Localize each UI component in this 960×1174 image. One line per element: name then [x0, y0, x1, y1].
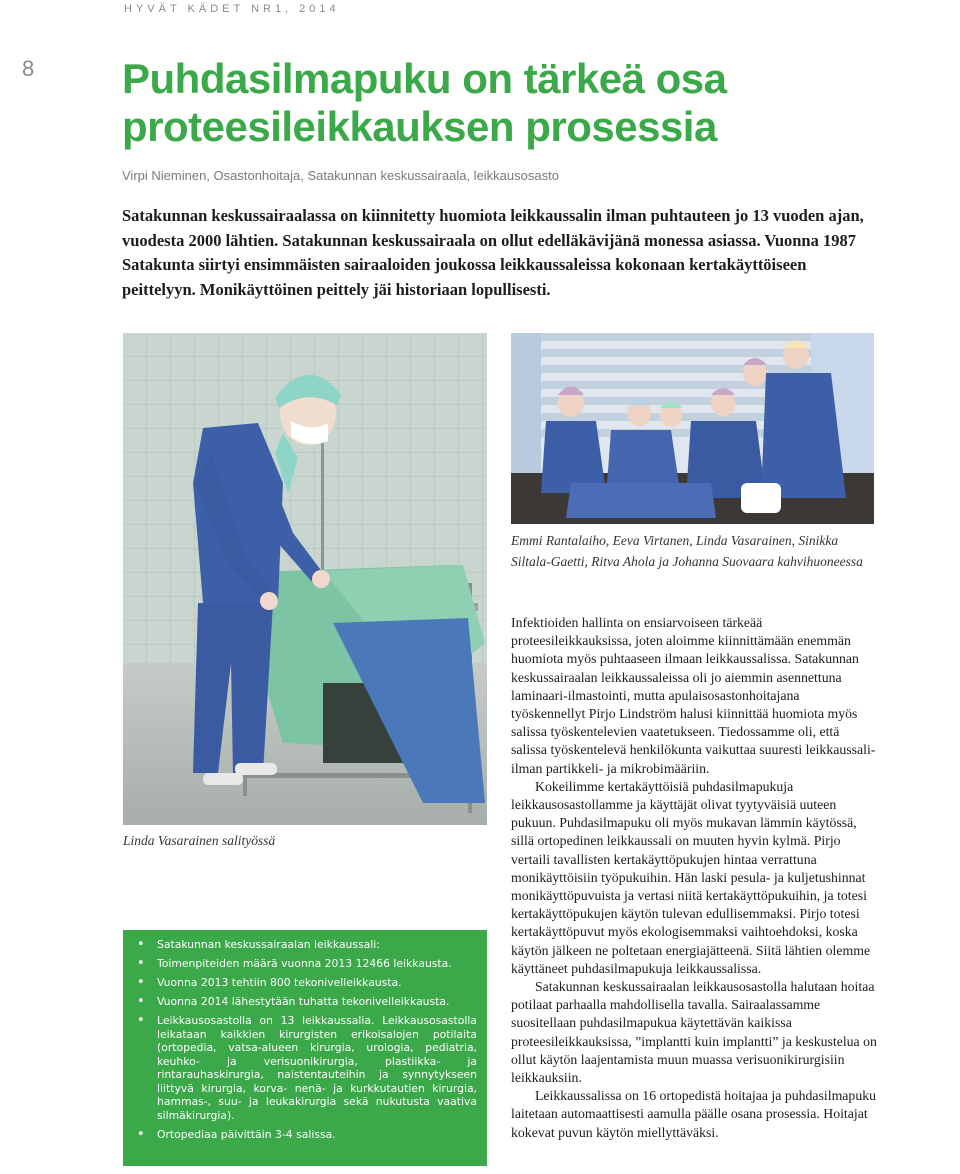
running-head: HYVÄT KÄDET NR1, 2014: [124, 3, 340, 15]
article-body: [511, 614, 877, 1142]
fact-item: • Satakunnan keskussairaalan leikkaussali:: [137, 938, 477, 952]
team-photo-caption: Emmi Rantalaiho, Eeva Virtanen, Linda Vasarainen, Sinikka Siltala-Gaetti, Ritva Ahola ja Johanna Suovaara kahvihuoneessa: [511, 533, 863, 569]
article-lead: Satakunnan keskussairaalassa on kiinnitetty huomiota leikkaussalin ilman puhtauteen jo 13 vuoden ajan, vuodesta 2000 lähtien. Satakunnan keskussairaala on ollut edelläkävijänä monessa asiassa. Vuonna 1987 Satakunta siirtyi ensimmäisten sairaaloiden joukossa leikkaussaleissa kokonaan kertakäyttöiseen peittelyyn. Monikäyttöinen peittely jäi historiaan lopullisesti.: [122, 206, 864, 299]
team-break-room-photo: [511, 333, 874, 524]
body-paragraph: Kokeilimme kertakäyttöisiä puhdasilmapukuja leikkausosastollamme ja käyttäjät olivat tyytyväisiä uuteen pukuun. Puhdasilmapuku oli myös mukavan lämmin käytössä, sillä ortopedinen leikkaussali on muuten hyvin kylmä. Pirjo vertaili tavallisten kertakäyttöpukujen hintaa verrattuna monikäyttöisiin työpukuihin. Hän laski pesula- ja kuljetushinnat monikäyttöpuvuista ja vertasi niitä kertakäyttöpukuihin, ja totesi kertakäyttöpukujen käytön tulevan edullisemmaksi. Pirjo totesi kertakäyttöpuvut myös ekologisemmaksi vaihtoehdoksi, koska käytön jälkeen ne poltetaan energiajätteenä. Siitä lähtien olemme käyttäneet puhdasilmapukuja leikkaussalissa.: [511, 778, 871, 976]
article-title: Puhdasilmapuku on tärkeä osa proteesileikkauksen prosessia: [122, 55, 727, 150]
body-paragraph: Satakunnan keskussairaalan leikkausosastolla halutaan hoitaa potilaat parhaalla mahdollisella tavalla. Sairaalassamme suositellaan puhdasilmapukua käytettävän kaikissa proteesileikkauksissa, ”implantti kuin implantti” ja keskustelua on ollut käytön laajentamista muun muassa verisuonikirurgisiin leikkauksiin.: [511, 979, 877, 1086]
nurse-operating-room-photo: [123, 333, 487, 825]
fact-item: • Vuonna 2014 lähestytään tuhatta tekonivelleikkausta.: [137, 995, 477, 1009]
main-photo-caption: Linda Vasarainen salityössä: [123, 833, 276, 848]
fact-item: • Vuonna 2013 tehtiin 800 tekonivelleikkausta.: [137, 976, 477, 990]
body-paragraph: Infektioiden hallinta on ensiarvoiseen tärkeää proteesileikkauksissa, joten aloimme kiinnittämään enemmän huomiota myös puhtaaseen ilmaan leikkaussalissa. Satakunnan keskussairaalan leikkaussaleissa oli jo aiemmin asennettuna laminaari-ilmastointi, mutta apulaisosastonhoitajana työskennellyt Pirjo Lindström halusi kiinnittää huomiota myös salissa työskentelevien vaatetukseen. Tiedossamme oli, että salissa työskentelevä henkilökunta vaikuttaa suuresti leikkaussali-ilman partikkeli- ja mikrobimääriin.: [511, 615, 876, 776]
page-number: 8: [22, 56, 35, 81]
fact-item: • Ortopediaa päivittäin 3-4 salissa.: [137, 1128, 477, 1142]
fact-item: • Toimenpiteiden määrä vuonna 2013 12466 leikkausta.: [137, 957, 477, 971]
fact-item: • Leikkausosastolla on 13 leikkaussalia. Leikkausosastolla leikataan kaikkien kirurgisten erikoisalojen potilaita (ortopedia, vatsa-alueen kirurgia, urologia, pediatria, keuhko- ja verisuonikirurgia, plastiikka- ja rintarauhaskirurgia, naistentauteihin ja synnytykseen liittyvä kirurgia, korva- nenä- ja kurkkutautien kirurgia, hammas-, suu- ja leukakirurgia sekä nukutusta vaativa silmäkirurgia).: [137, 1014, 477, 1122]
body-paragraph: Leikkaussalissa on 16 ortopedistä hoitajaa ja puhdasilmapuku laitetaan automaattisesti aamulla päälle osana prosessia. Hoitajat kokevat puvun käytön miellyttäväksi.: [511, 1088, 877, 1140]
fact-box: [123, 930, 487, 1166]
article-byline: Virpi Nieminen, Osastonhoitaja, Satakunnan keskussairaala, leikkausosasto: [122, 168, 559, 183]
